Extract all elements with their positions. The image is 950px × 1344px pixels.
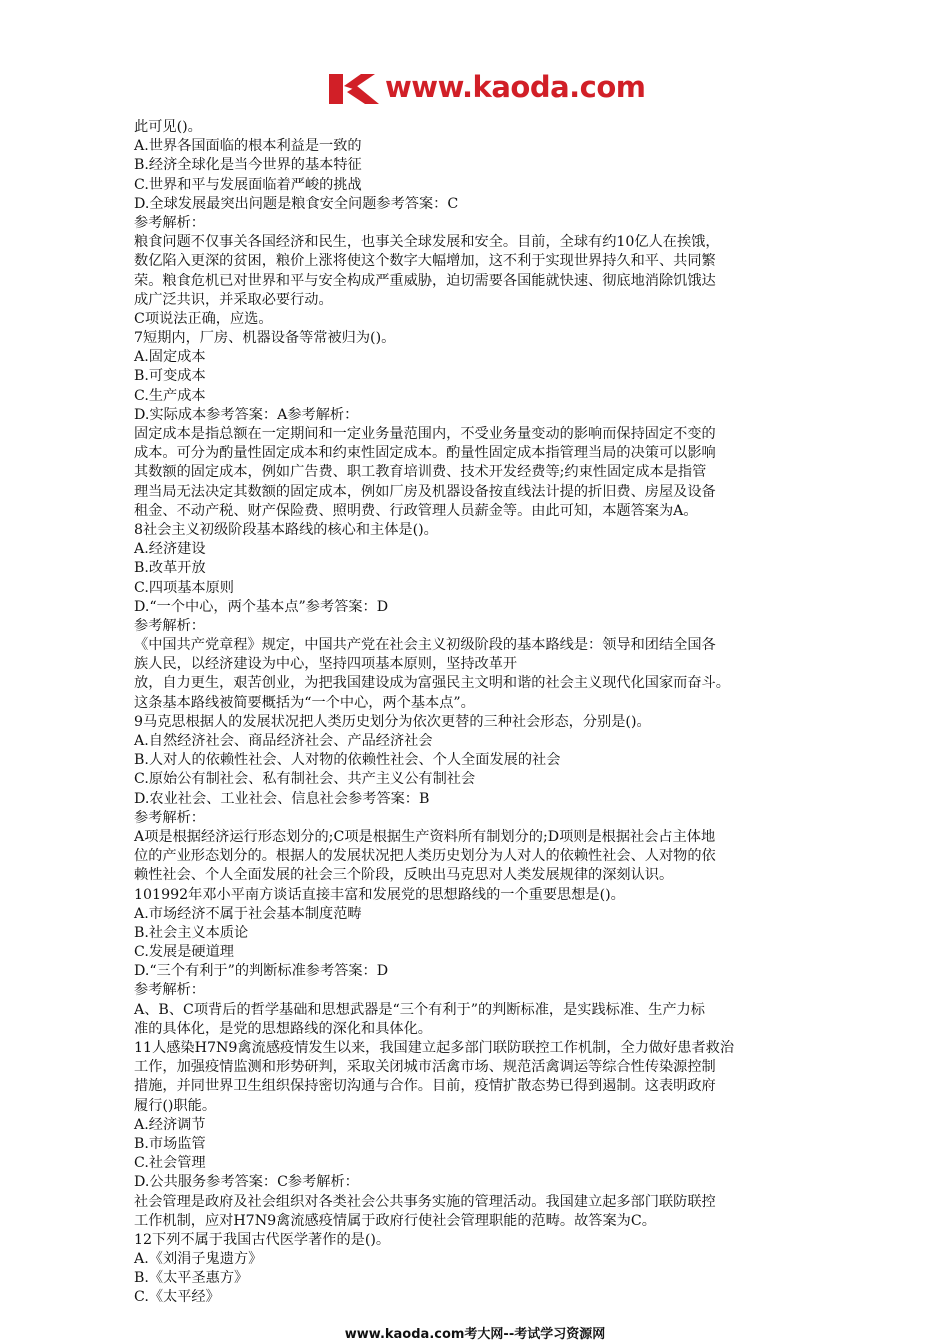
text-line: 租金、不动产税、财产保险费、照明费、行政管理人员薪金等。由此可知，本题答案为A。: [134, 502, 698, 519]
logo-text: www.kaoda.com: [385, 70, 646, 104]
text-line: 履行()职能。: [134, 1097, 217, 1114]
text-line: C.《太平经》: [134, 1289, 220, 1306]
text-line: 8社会主义初级阶段基本路线的核心和主体是()。: [134, 521, 438, 538]
text-line: A.市场经济不属于社会基本制度范畴: [134, 905, 362, 922]
text-line: A.世界各国面临的根本利益是一致的: [134, 138, 362, 155]
text-line: C.生产成本: [134, 387, 206, 404]
text-line: A.《刘涓子鬼遗方》: [134, 1251, 263, 1268]
text-line: 工作，加强疫情监测和形势研判，采取关闭城市活禽市场、规范活禽调运等综合性传染源控制: [134, 1059, 716, 1076]
text-line: 参考解析：: [134, 214, 205, 231]
text-line: 成本。可分为酌量性固定成本和约束性固定成本。酌量性固定成本指管理当局的决策可以影响: [134, 445, 716, 462]
text-line: C.世界和平与发展面临着严峻的挑战: [134, 176, 362, 193]
text-line: A项是根据经济运行形态划分的;C项是根据生产资料所有制划分的;D项则是根据社会占主体地: [134, 828, 716, 845]
text-line: C.社会管理: [134, 1155, 206, 1172]
text-line: 数亿陷入更深的贫困，粮价上涨将使这个数字大幅增加，这不利于实现世界持久和平、共同繁: [134, 253, 716, 270]
text-line: A.经济调节: [134, 1116, 206, 1133]
text-line: 工作机制，应对H7N9禽流感疫情属于政府行使社会管理职能的范畴。故答案为C。: [134, 1212, 656, 1229]
text-line: B.可变成本: [134, 368, 206, 385]
text-line: 理当局无法决定其数额的固定成本，例如厂房及机器设备按直线法计提的折旧费、房屋及设备: [134, 483, 716, 500]
text-line: D.农业社会、工业社会、信息社会参考答案：B: [134, 790, 430, 807]
text-line: 《中国共产党章程》规定，中国共产党在社会主义初级阶段的基本路线是：领导和团结全国各: [134, 637, 716, 654]
text-line: 101992年邓小平南方谈话直接丰富和发展党的思想路线的一个重要思想是()。: [134, 886, 625, 903]
text-line: 社会管理是政府及社会组织对各类社会公共事务实施的管理活动。我国建立起多部门联防联控: [134, 1193, 716, 1210]
text-line: B.市场监管: [134, 1135, 206, 1152]
text-line: 放，自力更生，艰苦创业，为把我国建设成为富强民主文明和谐的社会主义现代化国家而奋斗。: [134, 675, 730, 692]
text-line: A、B、C项背后的哲学基础和思想武器是“三个有利于”的判断标准，是实践标准、生产力标: [134, 1001, 705, 1018]
text-line: C.发展是硬道理: [134, 944, 234, 961]
text-line: 参考解析：: [134, 982, 205, 999]
text-line: 粮食问题不仅事关各国经济和民生，也事关全球发展和安全。目前，全球有约10亿人在挨饿，: [134, 234, 720, 251]
text-line: 族人民，以经济建设为中心，坚持四项基本原则，坚持改革开: [134, 656, 518, 673]
text-line: D.“三个有利于”的判断标准参考答案：D: [134, 963, 389, 980]
kaoda-logo-icon: [327, 72, 387, 106]
text-line: 参考解析：: [134, 617, 205, 634]
text-line: B.社会主义本质论: [134, 924, 249, 941]
text-line: 荣。粮食危机已对世界和平与安全构成严重威胁，迫切需要各国能就快速、彻底地消除饥饿达: [134, 272, 716, 289]
text-line: 12下列不属于我国古代医学著作的是()。: [134, 1231, 391, 1248]
text-line: D.全球发展最突出问题是粮食安全问题参考答案：C: [134, 195, 459, 212]
text-line: 措施，并同世界卫生组织保持密切沟通与合作。目前，疫情扩散态势已得到遏制。这表明政府: [134, 1078, 716, 1095]
document-body: [134, 118, 844, 1308]
text-line: 其数额的固定成本，例如广告费、职工教育培训费、技术开发经费等;约束性固定成本是指管: [134, 464, 707, 481]
text-line: D.实际成本参考答案：A参考解析：: [134, 406, 359, 423]
text-line: B.经济全球化是当今世界的基本特征: [134, 157, 362, 174]
text-line: 固定成本是指总额在一定期间和一定业务量范围内，不受业务量变动的影响而保持固定不变的: [134, 426, 716, 442]
text-line: 这条基本路线被简要概括为“一个中心，两个基本点”。: [134, 694, 475, 711]
text-line: 9马克思根据人的发展状况把人类历史划分为依次更替的三种社会形态，分别是()。: [134, 713, 651, 730]
text-line: 准的具体化，是党的思想路线的深化和具体化。: [134, 1020, 432, 1037]
text-line: B.人对人的依赖性社会、人对物的依赖性社会、个人全面发展的社会: [134, 752, 561, 769]
text-line: C.原始公有制社会、私有制社会、共产主义公有制社会: [134, 771, 476, 788]
text-line: C项说法正确，应选。: [134, 310, 273, 327]
text-line: 11人感染H7N9禽流感疫情发生以来，我国建立起多部门联防联控工作机制，全力做好患者救治: [134, 1040, 735, 1056]
text-line: A.自然经济社会、商品经济社会、产品经济社会: [134, 733, 433, 749]
text-line: A.固定成本: [134, 349, 206, 366]
footer-text: www.kaoda.com考大网--考试学习资源网: [344, 1327, 606, 1342]
text-line: 位的产业形态划分的。根据人的发展状况把人类历史划分为人对人的依赖性社会、人对物的依: [134, 848, 716, 865]
text-line: D.公共服务参考答案：C参考解析：: [134, 1174, 359, 1191]
text-line: 此可见()。: [134, 119, 202, 135]
text-line: 成广泛共识，并采取必要行动。: [134, 291, 333, 308]
text-line: 7短期内，厂房、机器设备等常被归为()。: [134, 330, 396, 347]
text-line: B.改革开放: [134, 560, 206, 577]
text-line: 参考解析：: [134, 809, 205, 826]
text-line: 赖性社会、个人全面发展的社会三个阶段，反映出马克思对人类发展规律的深刻认识。: [134, 867, 674, 884]
site-logo[interactable]: [327, 68, 647, 114]
text-line: C.四项基本原则: [134, 579, 234, 596]
text-line: A.经济建设: [134, 541, 206, 558]
text-line: B.《太平圣惠方》: [134, 1270, 249, 1287]
text-line: D.“一个中心，两个基本点”参考答案：D: [134, 598, 389, 615]
